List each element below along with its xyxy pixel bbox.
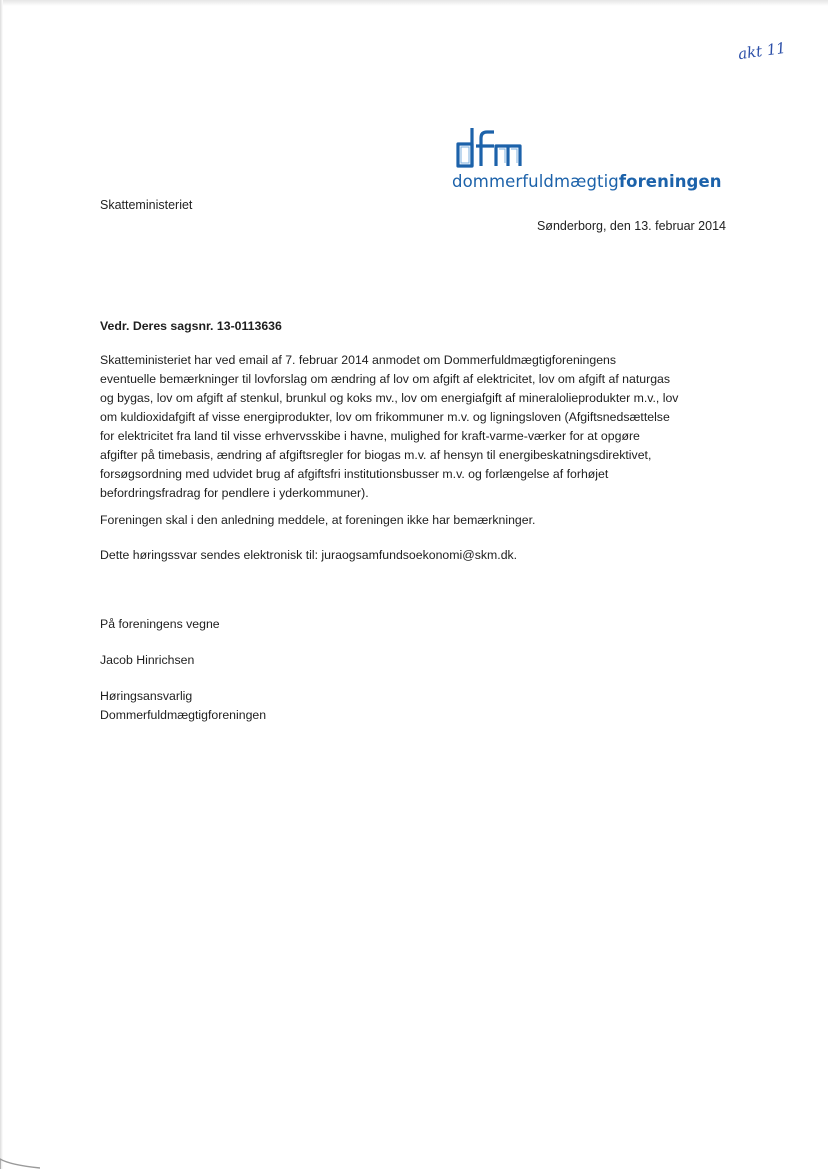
signer-name: Jacob Hinrichsen [100,653,195,667]
recipient: Skatteministeriet [100,198,193,212]
scan-corner-mark [0,1155,40,1169]
dfm-logo-icon [454,124,524,170]
body-line: og bygas, lov om afgift af stenkul, brunkul og koks mv., lov om energiafgift af mineralolieprodukter m.v., lov [100,391,679,405]
closing-on-behalf: På foreningens vegne [100,617,220,631]
subject-line: Vedr. Deres sagsnr. 13-0113636 [100,319,282,333]
body-line: for elektricitet fra land til visse erhvervsskibe i havne, mulighed for kraft-varme-værker for at opgøre [100,429,640,443]
body-line: befordringsfradrag for pendlere i yderkommuner). [100,486,369,500]
body-paragraph-3: Dette høringssvar sendes elektronisk til: juraogsamfundsoekonomi@skm.dk. [100,548,518,562]
body-line: forsøgsordning med udvidet brug af afgiftsfri institutionsbusser m.v. og forlængelse af forhøjet [100,467,609,481]
handwritten-annotation: akt 11 [736,38,787,64]
organization-wordmark [452,172,722,191]
letterhead-logo [452,124,722,194]
body-line: eventuelle bemærkninger til lovforslag om ændring af lov om afgift af elektricitet, lov om afgift af naturgas [100,372,671,386]
scan-edge-left [0,0,3,1169]
scan-edge-top [0,0,828,6]
body-line: om kuldioxidafgift af visse energiprodukter, lov om frikommuner m.v. og ligningsloven (Afgiftsnedsættelse [100,410,670,424]
wordmark-regular: dommerfuldmægtig [452,172,619,191]
wordmark-bold: foreningen [618,172,722,191]
body-paragraph-2: Foreningen skal i den anledning meddele, at foreningen ikke har bemærkninger. [100,513,536,527]
body-line: Skatteministeriet har ved email af 7. februar 2014 anmodet om Dommerfuldmægtigforeningens [100,353,617,367]
place-and-date: Sønderborg, den 13. februar 2014 [536,219,726,233]
body-line: afgifter på timebasis, ændring af afgiftsregler for biogas m.v. af hensyn til energibeskatningsdirektivet, [100,448,652,462]
signer-organization: Dommerfuldmægtigforeningen [100,708,267,722]
signer-title: Høringsansvarlig [100,689,193,703]
body-paragraph-1 [100,351,740,503]
